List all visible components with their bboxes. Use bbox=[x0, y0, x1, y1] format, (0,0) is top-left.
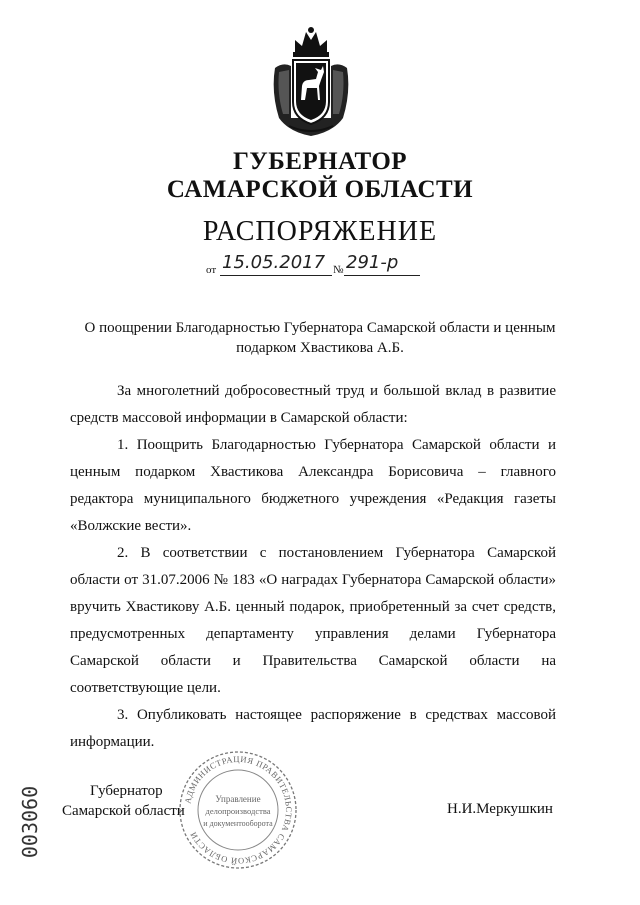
official-stamp bbox=[176, 748, 300, 872]
document-number: 291-р bbox=[346, 252, 399, 273]
org-title-line2: САМАРСКОЙ ОБЛАСТИ bbox=[166, 176, 474, 203]
body-intro: За многолетний добросовестный труд и большой вклад в развитие средств массовой информации в Самарской области: bbox=[70, 383, 556, 426]
document-type-title: РАСПОРЯЖЕНИЕ bbox=[202, 216, 438, 247]
document-subject: О поощрении Благодарностью Губернатора Самарской области и ценным подарком Хвастикова А.Б. bbox=[84, 320, 556, 356]
serial-number: 003060 bbox=[18, 785, 42, 859]
stamp-line1: Управление bbox=[215, 794, 261, 804]
body-item-1: 1. Поощрить Благодарностью Губернатора Самарской области и ценным подарком Хвастикова Александра Борисовича – главного редактора муниципального бюджетного учреждения «Редакция газеты «Волжские вести». bbox=[70, 437, 556, 534]
signatory-title-line1: Губернатор bbox=[90, 783, 163, 799]
body-item-2: 2. В соответствии с постановлением Губернатора Самарской области от 31.07.2006 № 183 «О наградах Губернатора Самарской области» вручить Хвастикову А.Б. ценный подарок, приобретенный за счет средств, предусмотренных департаменту управления делами Губернатора Самарской области и Правительства Самарской области на соответствующие цели. bbox=[70, 545, 556, 696]
stamp-line2: делопроизводства bbox=[205, 806, 271, 816]
date-number-line bbox=[206, 254, 436, 278]
signatory-title bbox=[62, 781, 185, 821]
document-body bbox=[70, 378, 556, 756]
coat-of-arms-emblem bbox=[269, 22, 353, 138]
stamp-ring-text: АДМИНИСТРАЦИЯ ПРАВИТЕЛЬСТВА САМАРСКОЙ ОБЛАСТИ bbox=[182, 753, 295, 867]
signatory-name: Н.И.Меркушкин bbox=[447, 801, 553, 817]
number-underline bbox=[344, 275, 420, 276]
date-underline bbox=[220, 275, 332, 276]
stamp-line3: и документооборота bbox=[203, 819, 273, 828]
from-label: от bbox=[206, 264, 217, 276]
document-date: 15.05.2017 bbox=[222, 252, 326, 273]
org-title-line1: ГУБЕРНАТОР bbox=[232, 148, 408, 175]
number-sign: № bbox=[333, 264, 344, 276]
signatory-title-line2: Самарской области bbox=[62, 803, 185, 819]
body-item-3: 3. Опубликовать настоящее распоряжение в средствах массовой информации. bbox=[70, 707, 556, 750]
